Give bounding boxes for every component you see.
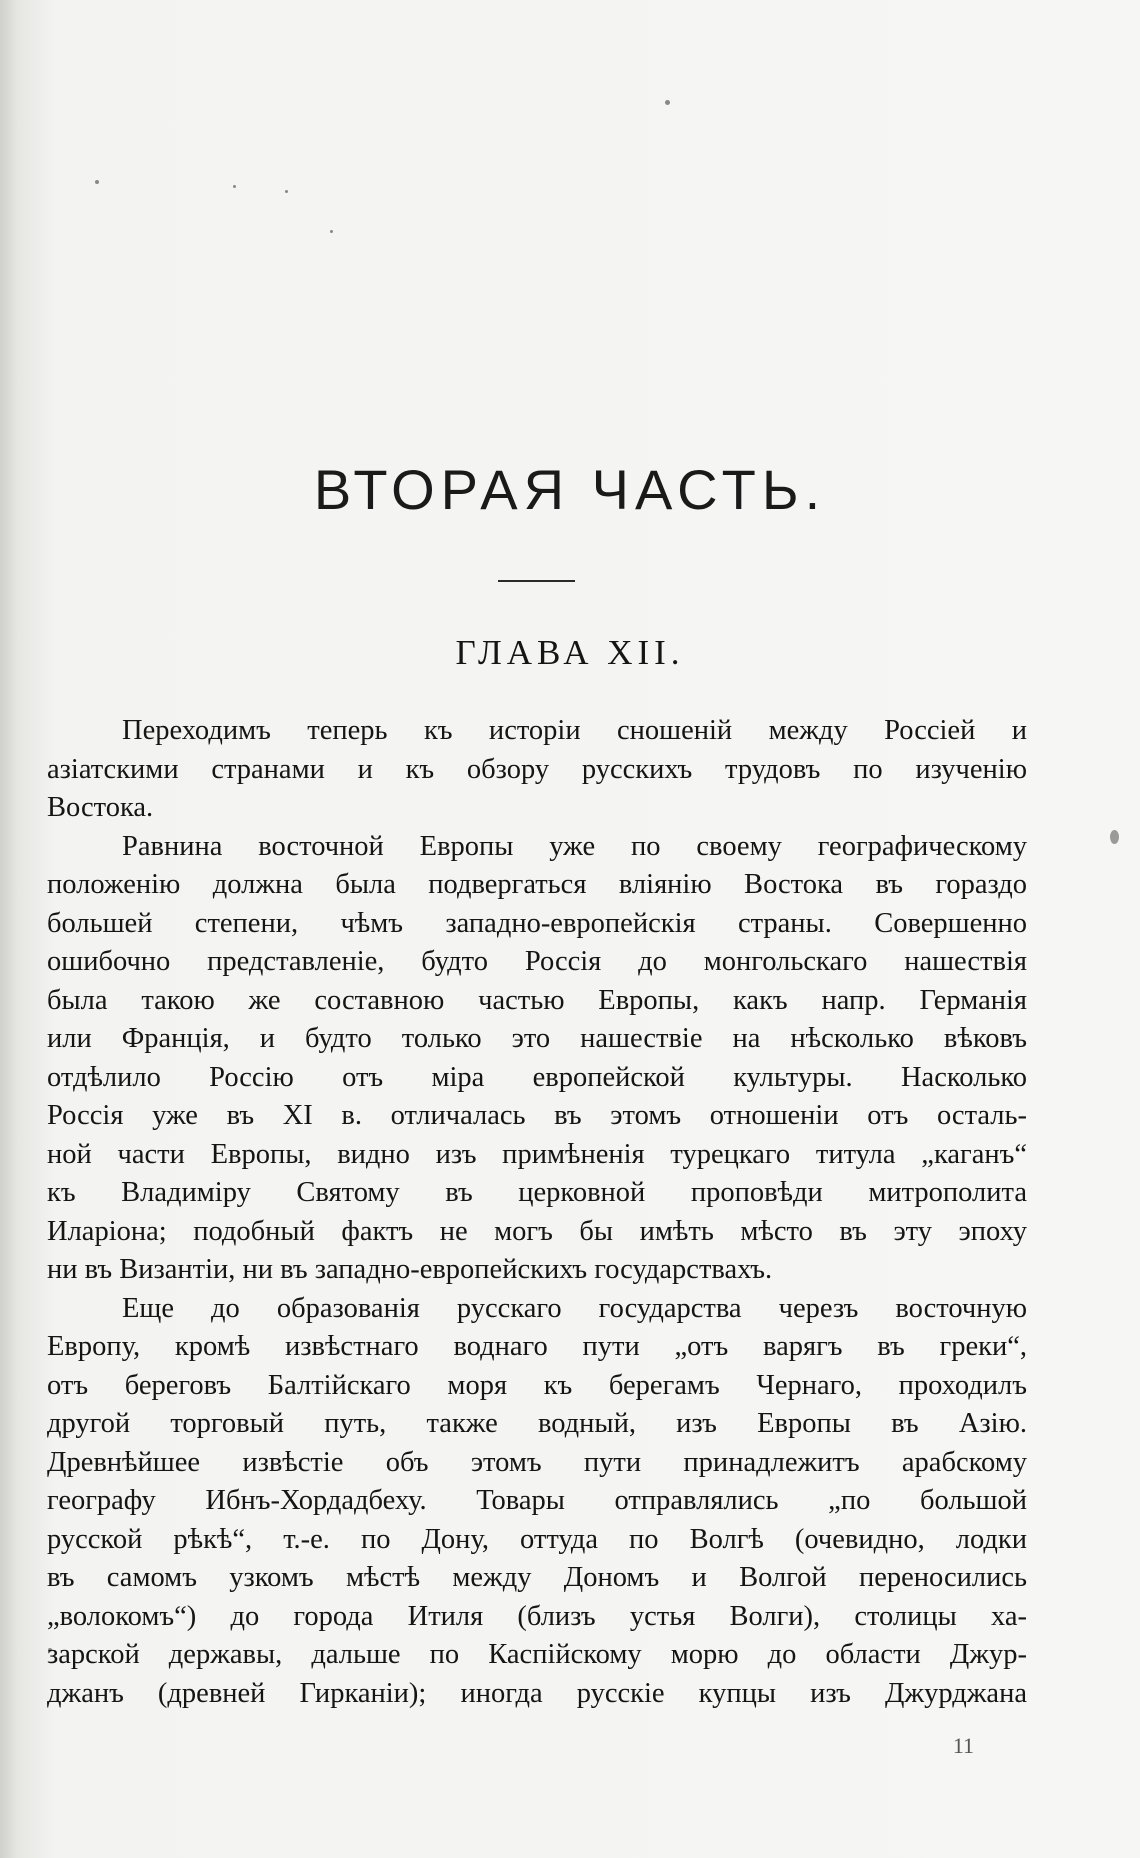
text-line: азіатскими странами и къ обзору русскихъ трудовъ по изученію bbox=[47, 753, 1027, 785]
text-line: ной части Европы, видно изъ примѣненія турецкаго титула „каганъ“ bbox=[47, 1138, 1027, 1170]
text-line: къ Владиміру Святому въ церковной проповѣди митрополита bbox=[47, 1177, 1027, 1208]
text-line: Переходимъ теперь къ исторіи сношеній между Россіей и bbox=[122, 715, 1027, 746]
chapter-body bbox=[47, 712, 1027, 1713]
signature-mark: 11 bbox=[952, 1733, 974, 1758]
text-line: Равнина восточной Европы уже по своему географическому bbox=[122, 830, 1027, 862]
text-line: или Франція, и будто только это нашествіе на нѣсколько вѣковъ bbox=[47, 1023, 1027, 1054]
title-divider bbox=[498, 580, 575, 582]
text-line: въ самомъ узкомъ мѣстѣ между Дономъ и Волгой переносились bbox=[47, 1562, 1027, 1593]
text-line: положенію должна была подвергаться вліянію Востока въ гораздо bbox=[47, 869, 1027, 900]
text-line: Еще до образованія русскаго государства черезъ восточную bbox=[122, 1292, 1027, 1324]
text-line: отъ береговъ Балтійскаго моря къ берегамъ Чернаго, проходилъ bbox=[47, 1369, 1027, 1401]
text-line: географу Ибнъ-Хордадбеху. Товары отправлялись „по большой bbox=[47, 1485, 1027, 1516]
text-line: „волокомъ“) до города Итиля (близъ устья Волги), столицы ха- bbox=[47, 1600, 1027, 1632]
chapter-title: ГЛАВА XII. bbox=[455, 633, 685, 672]
text-line: русской рѣкѣ“, т.-е. по Дону, оттуда по Волгѣ (очевидно, лодки bbox=[47, 1523, 1027, 1555]
text-line: Иларіона; подобный фактъ не могъ бы имѣть мѣсто въ эту эпоху bbox=[47, 1215, 1027, 1247]
text-line: ни въ Византіи, ни въ западно-европейскихъ государствахъ. bbox=[47, 1254, 773, 1285]
text-line: Древнѣйшее извѣстіе объ этомъ пути принадлежитъ арабскому bbox=[47, 1446, 1027, 1478]
part-title: ВТОРАЯ ЧАСТЬ. bbox=[313, 458, 827, 521]
text-line: Востока. bbox=[47, 792, 154, 823]
text-line: отдѣлило Россію отъ міра европейской культуры. Насколько bbox=[47, 1061, 1027, 1093]
text-line: Россія уже въ XI в. отличалась въ этомъ отношеніи отъ осталь- bbox=[47, 1100, 1027, 1131]
text-line: другой торговый путь, также водный, изъ Европы въ Азію. bbox=[47, 1408, 1027, 1439]
text-line: ошибочно представленіе, будто Россія до монгольскаго нашествія bbox=[47, 946, 1027, 977]
text-line: зарской державы, дальше по Каспійскому морю до области Джур- bbox=[47, 1639, 1027, 1670]
text-line: была такою же составною частью Европы, какъ напр. Германія bbox=[47, 984, 1027, 1016]
text-line: Европу, кромѣ извѣстнаго воднаго пути „отъ варягъ въ греки“, bbox=[47, 1331, 1027, 1362]
text-line: джанъ (древней Гирканіи); иногда русскіе купцы изъ Джурджана bbox=[47, 1677, 1027, 1709]
text-line: большей степени, чѣмъ западно-европейскія страны. Совершенно bbox=[47, 907, 1027, 939]
